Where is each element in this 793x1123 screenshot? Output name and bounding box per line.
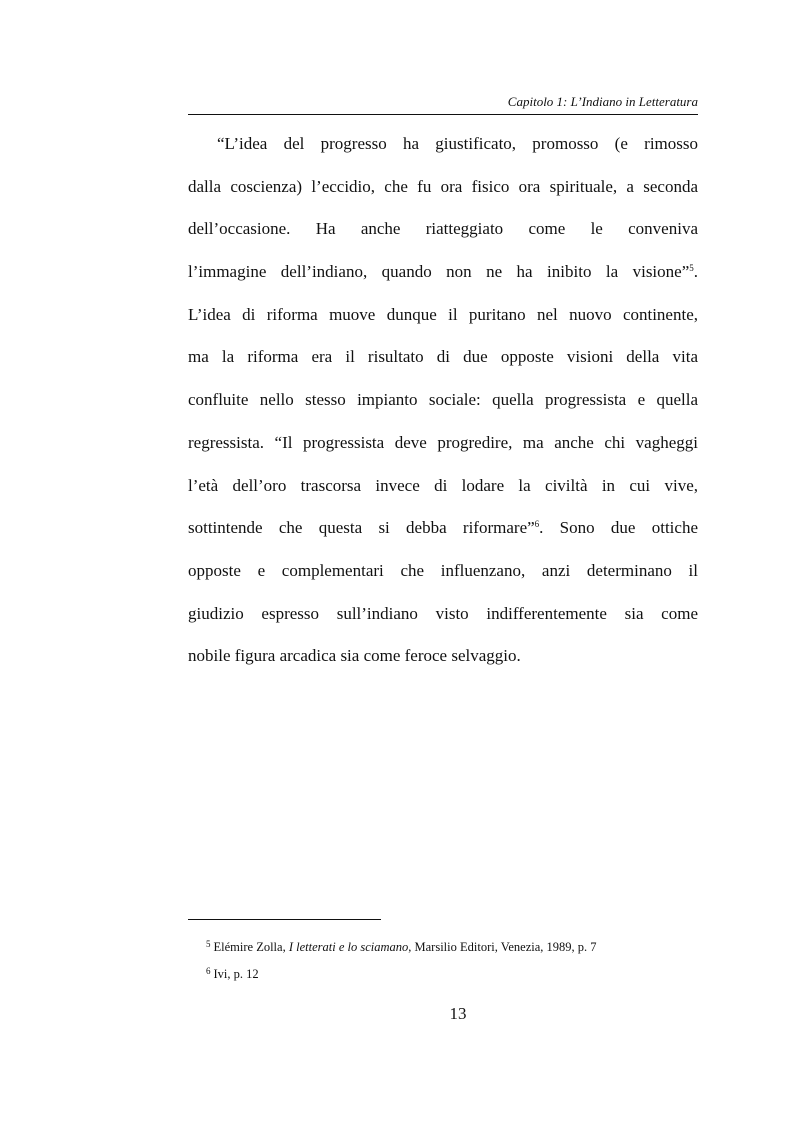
footnote-author: Elémire Zolla,	[213, 940, 289, 954]
text-line: dalla coscienza) l’eccidio, che fu ora fisico ora spirituale, a seconda	[188, 176, 698, 196]
footnote-ref-6[interactable]: 6	[534, 519, 540, 530]
footnote-mark: 5	[206, 939, 211, 949]
page-number: 13	[449, 1004, 467, 1023]
text-line: nobile figura arcadica sia come feroce selvaggio.	[188, 646, 521, 666]
footnote-details: , Marsilio Editori, Venezia, 1989, p. 7	[408, 940, 597, 954]
text-segment: sottintende che questa si debba riformare”	[188, 518, 535, 538]
text-line: ma la riforma era il risultato di due opposte visioni della vita	[188, 347, 698, 367]
text-line: L’idea di riforma muove dunque il puritano nel nuovo continente,	[188, 304, 698, 324]
text-segment: l’immagine dell’indiano, quando non ne ha inibito la visione”	[188, 262, 690, 282]
text-line: confluite nello stesso impianto sociale: quella progressista e quella	[188, 390, 698, 410]
running-header: Capitolo 1: L’Indiano in Letteratura	[507, 94, 698, 109]
text-line: l’età dell’oro trascorsa invece di lodare la civiltà in cui vive,	[188, 475, 698, 495]
body-paragraph	[188, 128, 698, 683]
footnote-ref-5[interactable]: 5	[689, 263, 694, 274]
text-line: opposte e complementari che influenzano, anzi determinano il	[188, 560, 698, 580]
text-line: “L’idea del progresso ha giustificato, promosso (e rimosso	[217, 134, 698, 153]
text-line: giudizio espresso sull’indiano visto indifferentemente sia come	[188, 603, 698, 623]
footnote-separator	[188, 919, 381, 920]
footnote-5	[206, 940, 597, 955]
text-segment: .	[693, 262, 698, 282]
footnote-title: I letterati e lo sciamano	[288, 940, 409, 954]
text-line	[188, 512, 698, 555]
text-segment: . Sono due ottiche	[539, 518, 698, 538]
text-line	[188, 256, 698, 299]
text-line: regressista. “Il progressista deve progredire, ma anche chi vagheggi	[188, 432, 698, 452]
footnote-text: Ivi, p. 12	[213, 967, 259, 981]
header-rule	[188, 114, 698, 115]
text-line: dell’occasione. Ha anche riatteggiato come le conveniva	[188, 219, 698, 239]
footnote-mark: 6	[206, 966, 211, 976]
footnote-6	[206, 967, 259, 982]
